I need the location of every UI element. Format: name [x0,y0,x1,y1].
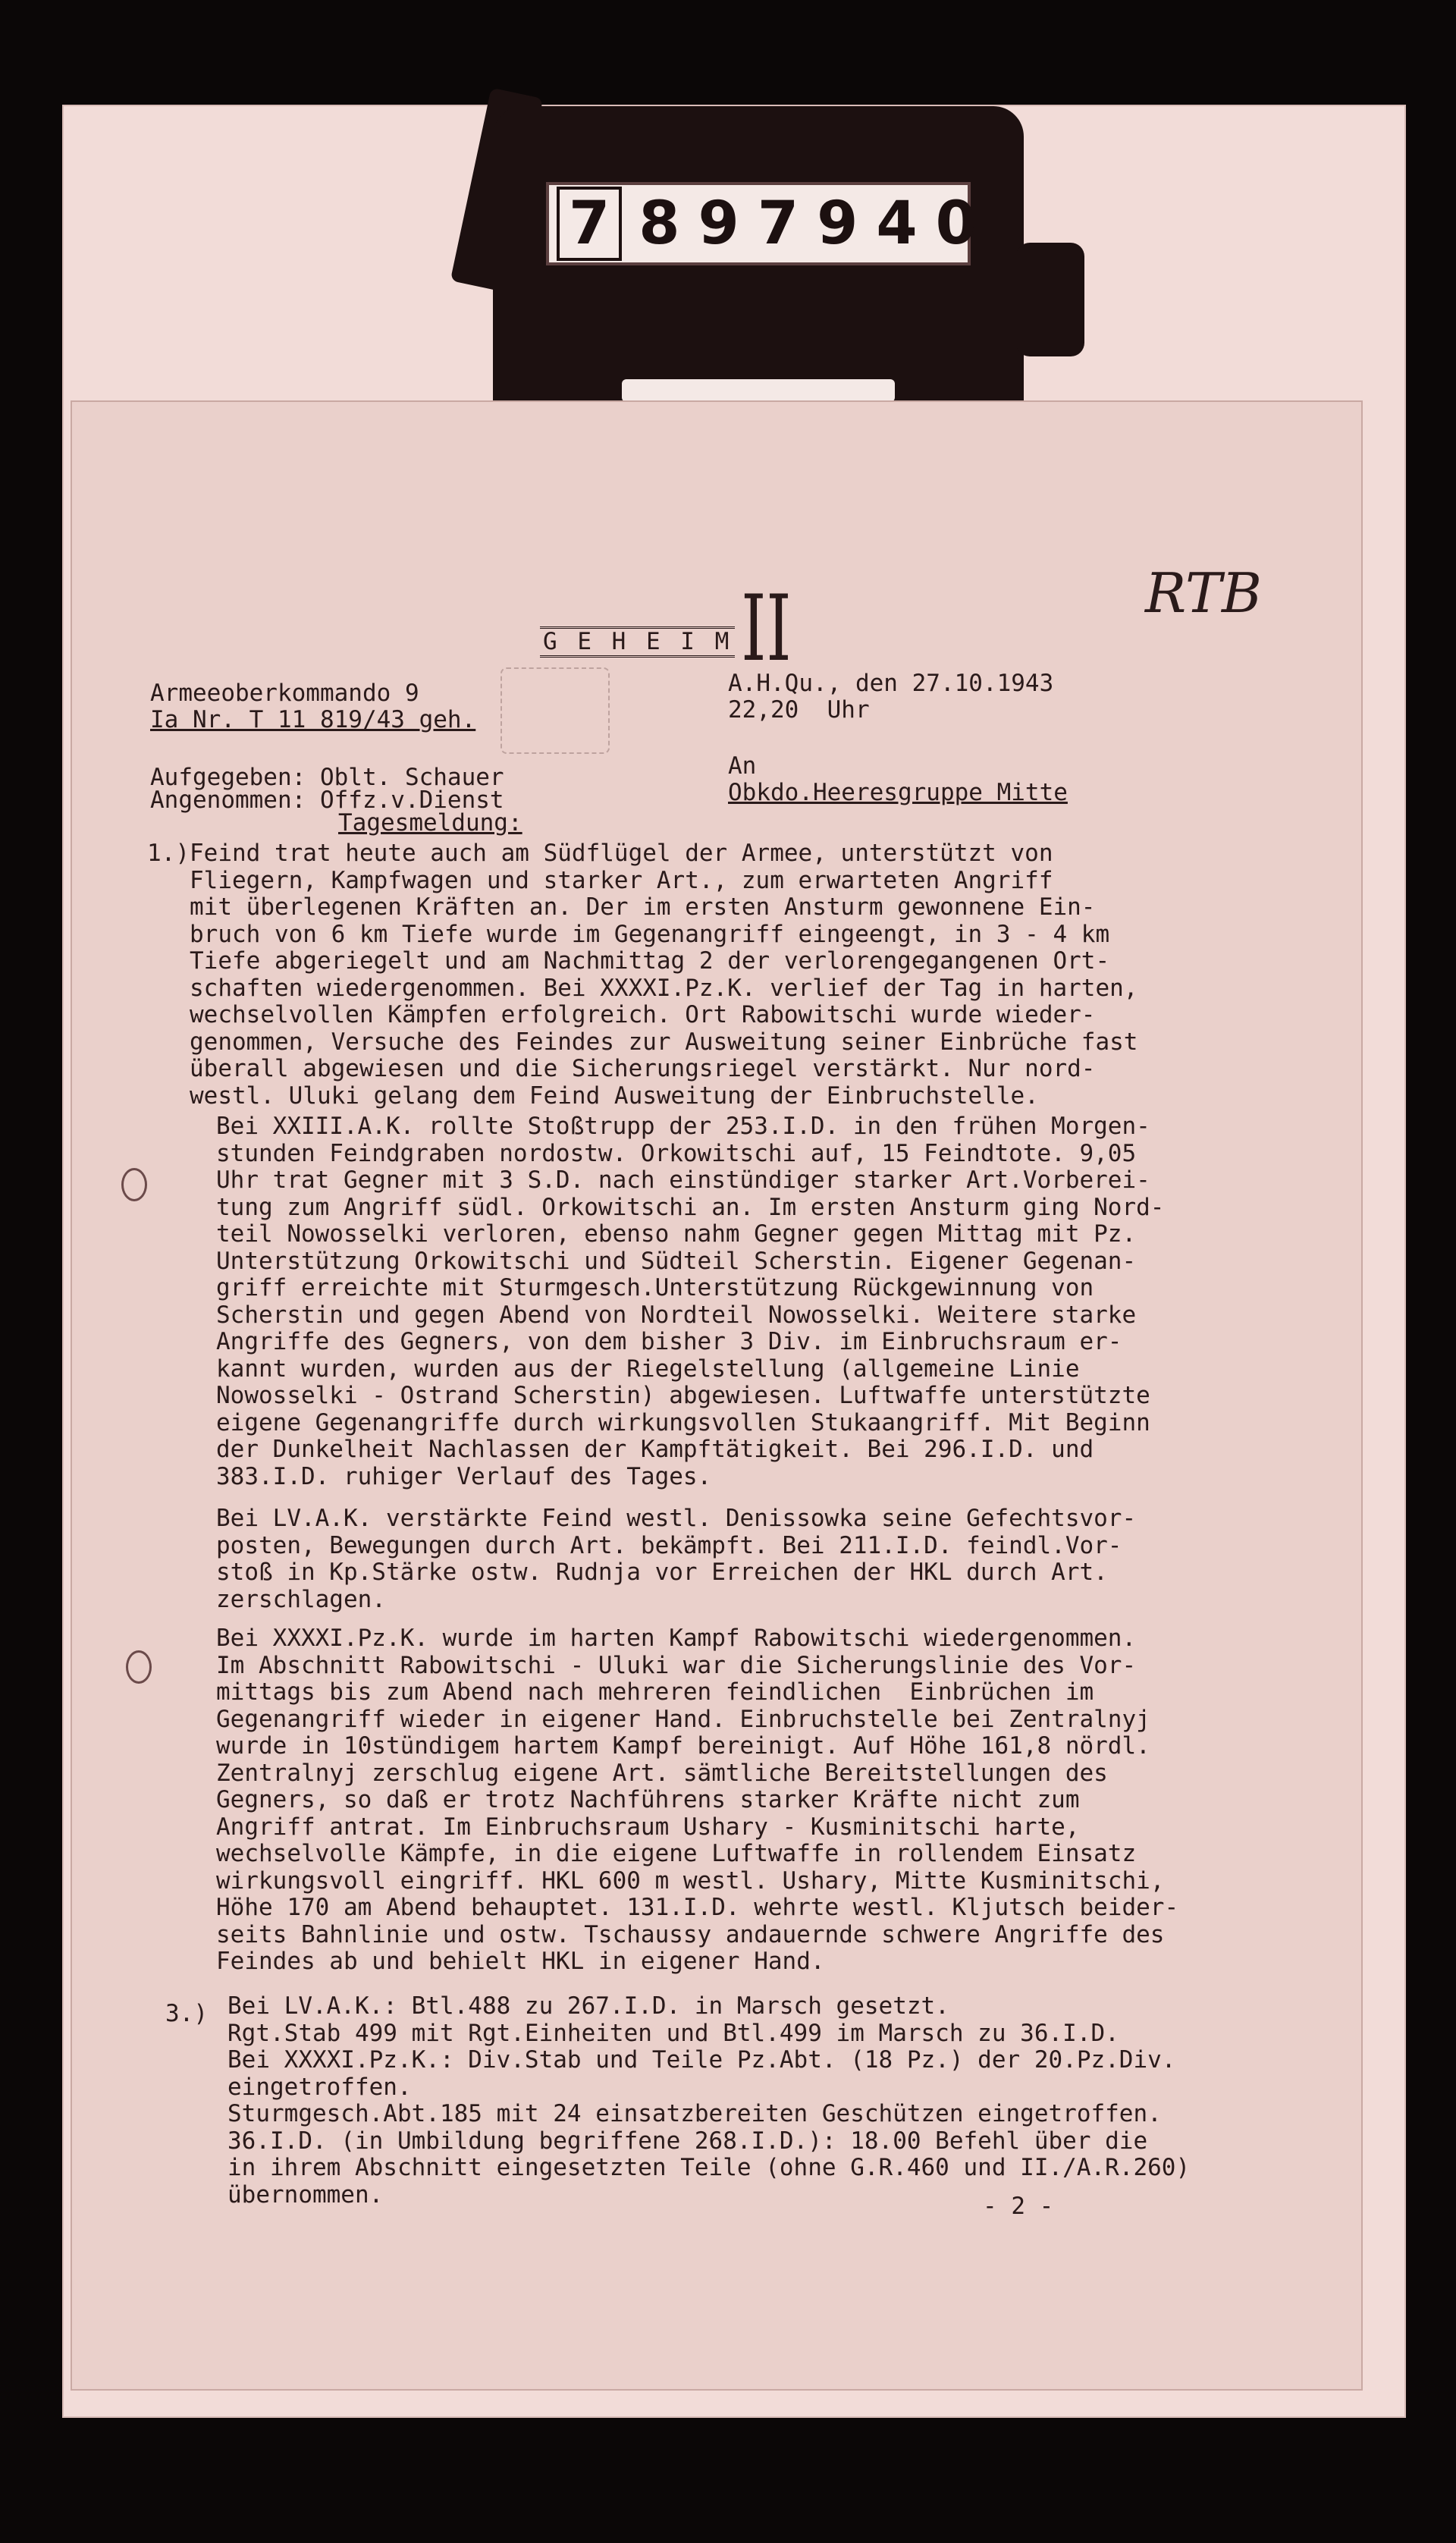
counter-knob [1016,243,1084,356]
faded-stamp [500,667,610,754]
section-3-text: Bei LV.A.K.: Btl.488 zu 267.I.D. in Marsch gesetzt. Rgt.Stab 499 mit Rgt.Einheiten und Btl.499 im Marsch zu 36.I.D. Bei XXXXI.Pz.K.: Div.Stab und Teile Pz.Abt. (18 Pz.) der 20.Pz.Div. eingetroffen. Sturmgesch.Abt.185 mit 24 einsatzbereiten Geschützen eingetroffen. 36.I.D. (in Umbildung begriffene 268.I.D.): 18.00 Befehl über die in ihrem Abschnitt eingesetzten Teile (ohne G.R.460 und II./A.R.260) übernommen. [228,1992,1191,2209]
place-date: A.H.Qu., den 27.10.1943 [728,670,1054,697]
punch-hole-upper [121,1168,147,1201]
page-marker: - 2 - [983,2193,1054,2220]
received-by: Angenommen: Offz.v.Dienst [150,786,504,814]
report-title: Tagesmeldung: [338,809,522,837]
paragraph-lv-ak: Bei LV.A.K. verstärkte Feind westl. Denissowka seine Gefechtsvor- posten, Bewegungen durch Art. bekämpft. Bei 211.I.D. feindl.Vor- stoß in Kp.Stärke ostw. Rudnja vor Erreichen der HKL durch Art. zerschlagen. [216,1505,1137,1613]
punch-hole-lower [126,1650,152,1684]
send-time: 22,20 Uhr [728,696,870,724]
counter-slot [622,379,895,402]
handwritten-roman-numeral: II [741,576,792,682]
counter-digits: 897940 [639,190,995,258]
organization: Armeeoberkommando 9 [150,680,419,707]
paragraph-xxiii-ak: Bei XXIII.A.K. rollte Stoßtrupp der 253.I.D. in den frühen Morgen- stunden Feindgraben nordostw. Orkowitschi auf, 15 Feindtote. 9,05 Uhr trat Gegner mit 3 S.D. nach einstündiger starker Art.Vorberei- tung zum Angriff südl. Orkowitschi an. Im ersten Ansturm ging Nord- teil Nowosselki verloren, ebenso nahm Gegner gegen Mittag mit Pz. Unterstützung Orkowitschi und Südteil Scherstin. Eigener Gegenan- griff erreichte mit Sturmgesch.Unterstützung Rückgewinnung von Scherstin und gegen Abend von Nordteil Nowosselki. Weitere starke Angriffe des Gegners, von dem bisher 3 Div. im Einbruchsraum er- kannt wurden, wurden aus der Riegelstellung (allgemeine Linie Nowosselki - Ostrand Scherstin) abgewiesen. Luftwaffe unterstützte eigene Gegenangriffe durch wirkungsvollen Stukaangriff. Mit Beginn der Dunkelheit Nachlassen der Kampftätigkeit. Bei 296.I.D. und 383.I.D. ruhiger Verlauf des Tages. [216,1113,1165,1490]
counter-first-digit: 7 [557,187,622,261]
reference-number: Ia Nr. T 11 819/43 geh. [150,706,476,733]
sent-by: Aufgegeben: Oblt. Schauer [150,764,504,791]
handwritten-initials: RTB [1145,561,1262,625]
section-3-number: 3.) [165,2000,208,2027]
counter-display [546,182,995,265]
section-1-text: Feind trat heute auch am Südflügel der Armee, unterstützt von Fliegern, Kampfwagen und starker Art., zum erwarteten Angriff mit überlegenen Kräften an. Der im ersten Ansturm gewonnene Ein- bruch von 6 km Tiefe wurde im Gegenangriff eingeengt, in 3 - 4 km Tiefe abgeriegelt und am Nachmittag 2 der verlorengegangenen Ort- schaften wiedergenommen. Bei XXXXI.Pz.K. verlief der Tag in harten, wechselvollen Kämpfen erfolgreich. Ort Rabowitschi wurde wieder- genommen, Versuche des Feindes zur Ausweitung seiner Einbrüche fast überall abgewiesen und die Sicherungsriegel verstärkt. Nur nord- westl. Uluki gelang dem Feind Ausweitung der Einbruchstelle. [190,840,1138,1110]
classification-label: G E H E I M [540,626,735,658]
addressee-label: An [728,752,757,780]
addressee: Obkdo.Heeresgruppe Mitte [728,779,1068,806]
section-1-number: 1.) [147,840,190,867]
paragraph-xxxxi-pzk: Bei XXXXI.Pz.K. wurde im harten Kampf Rabowitschi wiedergenommen. Im Abschnitt Rabowitschi - Uluki war die Sicherungslinie des Vor- mittags bis zum Abend nach mehreren feindlichen Einbrüchen im Gegenangriff wieder in eigener Hand. Einbruchstelle bei Zentralnyj wurde in 10stündigem hartem Kampf bereinigt. Auf Höhe 161,8 nördl. Zentralnyj zerschlug eigene Art. sämtliche Bereitstellungen des Gegners, so daß er trotz Nachführens starker Kräfte nicht zum Angriff antrat. Im Einbruchsraum Ushary - Kusminitschi harte, wechselvolle Kämpfe, in die eigene Luftwaffe in rollendem Einsatz wirkungsvoll eingriff. HKL 600 m westl. Ushary, Mitte Kusminitschi, Höhe 170 am Abend behauptet. 131.I.D. wehrte westl. Kljutsch beider- seits Bahnlinie und ostw. Tschaussy andauernde schwere Angriffe des Feindes ab und behielt HKL in eigener Hand. [216,1625,1179,1975]
